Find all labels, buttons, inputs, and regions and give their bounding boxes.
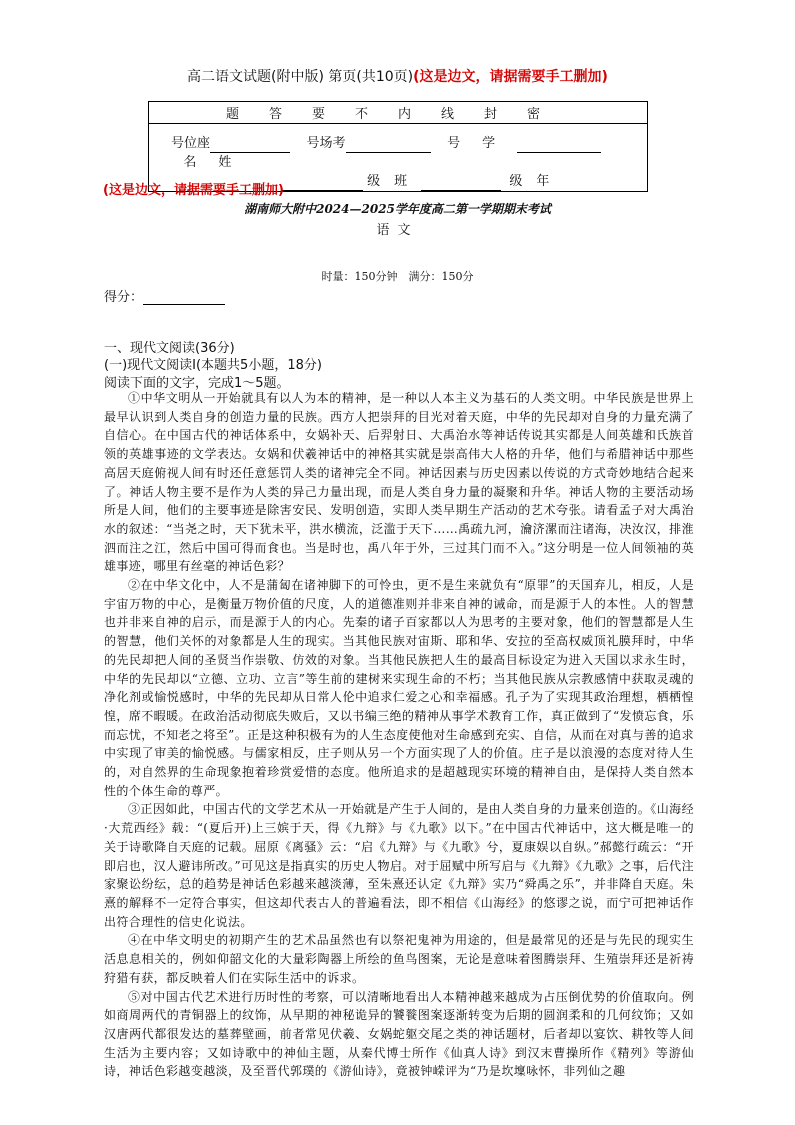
- exam-title: 湖南师大附中2024—2025学年度高二第一学期期末考试: [244, 202, 551, 216]
- reading-instruction: 阅读下面的文字，完成1～5题。: [104, 376, 290, 391]
- seat-blank[interactable]: [210, 152, 290, 153]
- name-label: 名姓: [183, 155, 254, 170]
- score-blank[interactable]: [143, 304, 225, 305]
- subject-title: 语文: [376, 223, 419, 238]
- class-blank[interactable]: [421, 190, 501, 191]
- header-title: 高二语文试题(附中版) 第页(共10页): [187, 69, 414, 85]
- section-heading: 一、现代文阅读(36分): [104, 341, 235, 356]
- paragraph-2: ②在中华文化中，人不是蒲匐在诸神脚下的可怜虫，更不是生来就负有“原罪”的天国弃儿，相反，人是宇宙万物的中心，是衡量万物价值的尺度，人的道德准则并非来自神的诫命，而是源于人的本性。人的智慧也并非来自神的启示，而是源于人的内心。先秦的诸子百家都以人为思考的主要对象，他们的智慧都是人生的智慧，他们关怀的对象都是人生的现实。当其他民族对宙斯、耶和华、安拉的至高权威顶礼膜拜时，中华的先民却把人间的圣贤当作崇敬、仿效的对象。当其他民族把人生的最高目标设定为进入天国以求永生时，中华的先民却以“立德、立功、立言”等生前的建树来实现生命的不朽；当其他民族从宗教感情中获取灵魂的净化剂或愉悦感时，中华的先民却从日常人伦中追求仁爱之心和幸福感。孔子为了实现其政治理想，栖栖惶惶，席不暇暖。在政治活动彻底失败后，又以书编三绝的精神从事学术教育工作，真正做到了“发愤忘食，乐而忘忧，不知老之将至”。正是这种积极有为的人生态度使他对生命感到充实、自信，从而在对真与善的追求中实现了审美的愉悦感。与儒家相反，庄子则从另一个方面实现了人的价值。庄子是以浪漫的态度对待人生的，对自然界的生命现象抱着珍赏爱惜的态度。他所追求的是超越现实环境的精神自由，是保持人类自然本性的个体生命的尊严。: [104, 578, 694, 798]
- paragraph-3: ③正因如此，中国古代的文学艺术从一开始就是产生于人间的，是由人类自身的力量来创造的。《山海经·大荒西经》载：“(夏后开)上三嫔于天，得《九辩》与《九歌》以下。”在中国古代神话中，这大概是唯一的关于诗歌降自天庭的记载。屈原《离骚》云：“启《九辩》与《九歌》兮，夏康娱以自纵。”郝懿行疏云：“开即启也，汉人避讳所改。”可见这是指真实的历史人物启。对于屈赋中所写启与《九辩》《九歌》之事，后代注家聚讼纷纭，总的趋势是神话色彩越来越淡薄，至朱熹还认定《九辩》实乃“舜禹之乐”，并非降自天庭。朱熹的解释不一定符合事实，但这却代表古人的普遍看法，即不相信《山海经》的悠谬之说，而宁可把神话作出符合理性的信史化说法。: [104, 802, 694, 929]
- room-blank[interactable]: [346, 152, 431, 153]
- seal-line-warning: 题答要不内线封密: [149, 102, 648, 124]
- room-label: 号场考: [306, 136, 346, 151]
- seat-label: 号位座: [171, 136, 211, 151]
- score-field: [104, 286, 225, 305]
- subsection-heading: (一)现代文阅读Ⅰ(本题共5小题，18分): [104, 358, 322, 373]
- student-id-blank[interactable]: [517, 152, 601, 153]
- page-header: [0, 68, 795, 86]
- margin-note-2: (这是边文，请据需要手工删加): [103, 183, 284, 198]
- class-label: 级班: [367, 174, 422, 189]
- reading-passage: [104, 389, 694, 1081]
- header-margin-note: (这是边文，请据需要手工删加): [413, 69, 608, 85]
- student-id-label: 号学: [447, 136, 518, 151]
- score-label: 得分：: [104, 290, 144, 305]
- paragraph-1: ①中华文明从一开始就具有以人为本的精神，是一种以人本主义为基石的人类文明。中华民族是世界上最早认识到人类自身的创造力量的民族。西方人把崇拜的目光对着天庭，中华的先民却对自身的力量充满了自信心。在中国古代的神话体系中，女娲补天、后羿射日、大禹治水等神话传说其实都是人间英雄和氏族首领的英雄事迹的文学表达。女娲和伏羲神话中的神格其实就是崇高伟大人格的升华，他们与希腊神话中那些高居天庭俯视人间有时还任意惩罚人类的诸神完全不同。神话因素与历史因素以传说的方式奇妙地结合起来了。神话人物主要不是作为人类的异己力量出现，而是人类自身力量的凝聚和升华。神话人物的主要活动场所是人间，他们的主要事迹是除害安民、发明创造，实即人类早期生产活动的艺术夸张。请看孟子对大禹治水的叙述：“当尧之时，天下犹未平，洪水横流，泛滥于天下……禹疏九河，瀹济漯而注诸海，决汝汉，排淮泗而注之江，然后中国可得而食也。当是时也，禹八年于外，三过其门而不入。”这分明是一位人间领袖的英雄事迹，哪里有丝毫的神话色彩？: [104, 391, 694, 574]
- paragraph-5: ⑤对中国古代艺术进行历时性的考察，可以清晰地看出人本精神越来越成为占压倒优势的价值取向。例如商周两代的青铜器上的纹饰，从早期的神秘诡异的饕餮图案逐渐转变为后期的圆润柔和的几何纹饰；又如汉唐两代都很发达的墓葬壁画，前者常见伏羲、女娲蛇躯交尾之类的神话题材，后者却以宴饮、耕牧等人间生活为主要内容；又如诗歌中的神仙主题，从秦代博士所作《仙真人诗》到汉末曹操所作《精列》等游仙诗，神话色彩越变越淡，及至晋代郭璞的《游仙诗》，竟被钟嵘评为“乃是坎壈咏怀，非列仙之趣: [104, 989, 694, 1079]
- grade-label: 级年: [509, 174, 564, 189]
- time-and-score-limit: 时量：150分钟 满分：150分: [321, 270, 474, 283]
- paragraph-4: ④在中华文明史的初期产生的艺术品虽然也有以祭祀鬼神为用途的，但是最常见的还是与先民的现实生活息息相关的，例如仰韶文化的大量彩陶器上所绘的鱼鸟图案，无论是意味着图腾崇拜、生殖崇拜还是祈祷狩猎有获，都反映着人们在实际生活中的诉求。: [104, 933, 694, 985]
- name-blank[interactable]: [281, 190, 363, 191]
